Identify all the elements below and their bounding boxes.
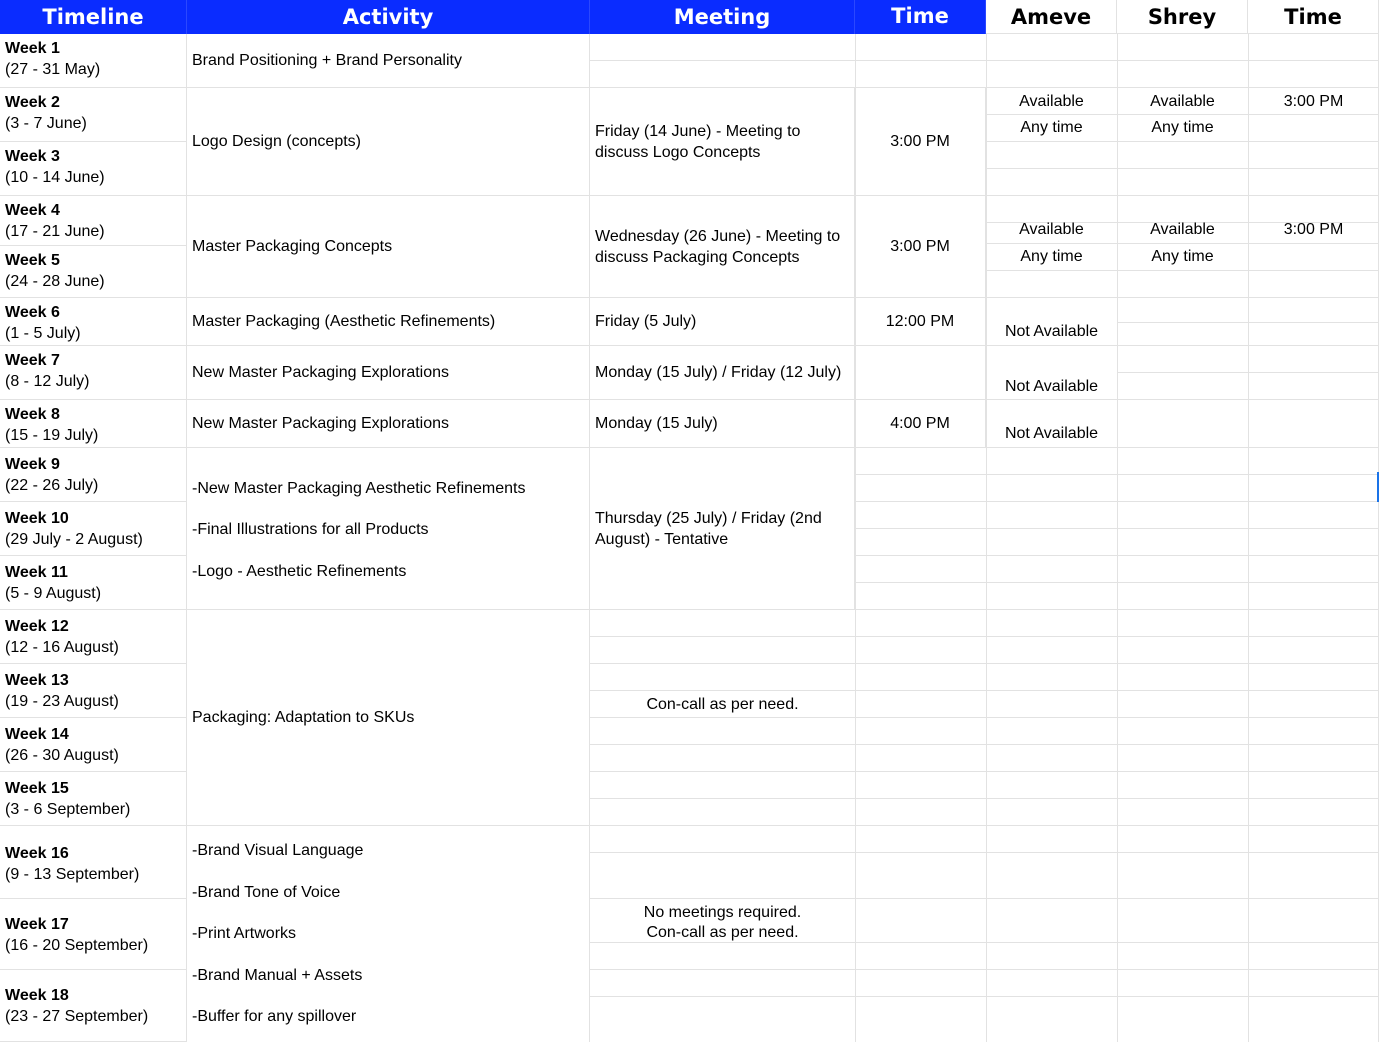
activity-text: New Master Packaging Explorations (192, 415, 450, 432)
grid-cell[interactable] (590, 772, 855, 799)
grid-cell[interactable] (855, 448, 986, 475)
grid-cell[interactable] (986, 637, 1117, 664)
grid-cell[interactable] (1117, 475, 1248, 502)
grid-cell[interactable] (986, 826, 1117, 853)
activity-text: Brand Positioning + Brand Personality (192, 52, 462, 69)
shrey-status: Any time (1151, 248, 1214, 265)
grid-cell[interactable] (1117, 691, 1248, 718)
time-cell[interactable] (855, 196, 986, 298)
activity-item: -Buffer for any spillover (192, 1008, 357, 1025)
activity-item: -Print Artworks (192, 925, 297, 942)
availability-time: 3:00 PM (1283, 221, 1344, 238)
grid-cell[interactable] (986, 34, 1117, 61)
grid-cell[interactable] (855, 826, 986, 853)
grid-cell[interactable] (1248, 556, 1379, 583)
activity-text: Packaging: Adaptation to SKUs (192, 709, 415, 726)
activity-cell[interactable] (187, 346, 590, 400)
week-cell[interactable] (0, 298, 187, 346)
meeting-text: Friday (14 June) - Meeting to discuss Logo Concepts (595, 122, 801, 161)
grid-cell[interactable] (855, 872, 986, 899)
grid-cell[interactable] (1248, 448, 1379, 475)
activity-cell[interactable] (187, 88, 590, 196)
meeting-cell[interactable] (590, 298, 855, 346)
meeting-cell[interactable] (590, 448, 855, 610)
grid-cell[interactable] (1117, 169, 1248, 196)
grid-cell[interactable] (855, 475, 986, 502)
grid-cell[interactable] (986, 583, 1117, 610)
ameve-status: Not Available (1004, 425, 1099, 442)
grid-cell[interactable] (986, 916, 1117, 943)
week-label: Week 10 (5, 510, 69, 527)
activity-item: -Brand Visual Language (192, 842, 364, 859)
grid-cell[interactable] (855, 691, 986, 718)
week-range: (15 - 19 July) (5, 427, 99, 444)
grid-cell[interactable] (1248, 583, 1379, 610)
activity-cell[interactable] (187, 610, 590, 826)
grid-cell[interactable] (855, 556, 986, 583)
week-cell[interactable] (0, 346, 187, 400)
week-range: (3 - 6 September) (5, 801, 131, 818)
grid-cell[interactable] (1117, 502, 1248, 529)
ameve-status: Any time (1020, 248, 1083, 265)
grid-cell[interactable] (1117, 583, 1248, 610)
grid-cell[interactable] (1248, 271, 1379, 298)
grid-cell[interactable] (1248, 916, 1379, 943)
week-label: Week 12 (5, 618, 69, 635)
week-label: Week 11 (5, 564, 68, 581)
grid-cell[interactable] (590, 61, 855, 88)
header-activity: Activity (187, 0, 590, 34)
week-range: (8 - 12 July) (5, 373, 90, 390)
week-label: Week 8 (5, 406, 60, 423)
activity-item: -New Master Packaging Aesthetic Refinements (192, 480, 526, 497)
grid-cell[interactable] (1117, 142, 1248, 169)
week-cell[interactable] (0, 142, 187, 196)
ameve-status: Not Available (1004, 323, 1099, 340)
grid-cell[interactable] (986, 664, 1117, 691)
grid-cell[interactable] (590, 943, 855, 970)
activity-cell[interactable] (187, 448, 590, 610)
time-cell[interactable] (855, 88, 986, 196)
grid-cell[interactable] (1248, 529, 1379, 556)
grid-cell[interactable] (1117, 872, 1248, 899)
activity-item: -Brand Tone of Voice (192, 884, 341, 901)
meeting-note: Con-call as per need. (646, 924, 799, 941)
grid-cell[interactable] (1248, 475, 1379, 502)
grid-cell[interactable] (986, 872, 1117, 899)
week-cell[interactable] (0, 772, 187, 826)
week-range: (17 - 21 June) (5, 223, 105, 240)
week-label: Week 4 (5, 202, 60, 219)
grid-column-divider (986, 34, 987, 1042)
activity-item: -Brand Manual + Assets (192, 967, 363, 984)
week-range: (26 - 30 August) (5, 747, 119, 764)
grid-cell[interactable] (986, 745, 1117, 772)
week-range: (16 - 20 September) (5, 937, 149, 954)
week-cell[interactable] (0, 246, 187, 298)
meeting-text: Wednesday (26 June) - Meeting to discuss Packaging Concepts (595, 227, 841, 266)
grid-cell[interactable] (1117, 826, 1248, 853)
grid-cell[interactable] (1248, 610, 1379, 637)
meeting-text: Friday (5 July) (595, 313, 697, 330)
meeting-cell[interactable] (590, 88, 855, 196)
grid-cell[interactable] (986, 61, 1117, 88)
week-range: (29 July - 2 August) (5, 531, 143, 548)
activity-item: -Logo - Aesthetic Refinements (192, 563, 407, 580)
grid-cell[interactable] (1248, 872, 1379, 899)
header-ameve: Ameve (986, 0, 1117, 34)
grid-column-divider (1117, 34, 1118, 1042)
meeting-text: Monday (15 July) (595, 415, 718, 432)
grid-cell[interactable] (855, 772, 986, 799)
grid-cell[interactable] (1117, 271, 1248, 298)
grid-cell[interactable] (590, 637, 855, 664)
meeting-text: Monday (15 July) / Friday (12 July) (595, 364, 842, 381)
ameve-status: Available (1019, 221, 1084, 238)
shrey-status: Available (1150, 221, 1215, 238)
grid-cell[interactable] (855, 34, 986, 61)
ameve-status: Available (1019, 93, 1084, 110)
grid-cell[interactable] (986, 610, 1117, 637)
grid-cell[interactable] (1117, 943, 1248, 970)
activity-cell[interactable] (187, 400, 590, 448)
grid-cell[interactable] (1117, 799, 1248, 826)
grid-cell[interactable] (855, 916, 986, 943)
activity-cell[interactable] (187, 34, 590, 88)
grid-cell[interactable] (1117, 916, 1248, 943)
week-label: Week 2 (5, 94, 60, 111)
grid-cell[interactable] (1117, 421, 1248, 448)
header-time-2: Time (1248, 0, 1379, 34)
time-text: 12:00 PM (885, 313, 955, 330)
grid-cell[interactable] (986, 529, 1117, 556)
grid-cell[interactable] (1117, 346, 1248, 373)
time-text: 3:00 PM (890, 133, 950, 150)
grid-column-divider (1378, 34, 1379, 1042)
week-cell[interactable] (0, 664, 187, 718)
grid-cell[interactable] (590, 826, 855, 853)
activity-text: Master Packaging (Aesthetic Refinements) (192, 313, 496, 330)
week-label: Week 7 (5, 352, 60, 369)
grid-cell[interactable] (1117, 319, 1248, 346)
header-timeline: Timeline (0, 0, 187, 34)
grid-cell[interactable] (1248, 799, 1379, 826)
grid-cell[interactable] (1248, 970, 1379, 997)
grid-cell[interactable] (986, 772, 1117, 799)
week-range: (27 - 31 May) (5, 61, 101, 78)
week-cell[interactable] (0, 34, 187, 88)
week-cell[interactable] (0, 826, 187, 899)
grid-cell[interactable] (1117, 772, 1248, 799)
meeting-note: Con-call as per need. (646, 696, 799, 713)
activity-text: New Master Packaging Explorations (192, 364, 450, 381)
grid-cell[interactable] (1248, 826, 1379, 853)
grid-cell[interactable] (1117, 610, 1248, 637)
grid-cell[interactable] (1117, 61, 1248, 88)
grid-cell[interactable] (1248, 745, 1379, 772)
grid-cell[interactable] (1117, 448, 1248, 475)
grid-cell[interactable] (1248, 319, 1379, 346)
week-label: Week 14 (5, 726, 69, 743)
activity-text: Master Packaging Concepts (192, 238, 393, 255)
meeting-cell[interactable] (590, 196, 855, 298)
grid-cell[interactable] (1117, 745, 1248, 772)
week-label: Week 15 (5, 780, 69, 797)
header-meeting: Meeting (590, 0, 855, 34)
grid-cell[interactable] (1248, 943, 1379, 970)
week-label: Week 5 (5, 252, 60, 269)
week-cell[interactable] (0, 899, 187, 970)
grid-cell[interactable] (1248, 373, 1379, 400)
week-label: Week 13 (5, 672, 69, 689)
week-label: Week 3 (5, 148, 60, 165)
grid-cell[interactable] (855, 61, 986, 88)
week-label: Week 9 (5, 456, 60, 473)
grid-cell[interactable] (855, 583, 986, 610)
grid-column-divider (1248, 34, 1249, 1042)
grid-cell[interactable] (590, 610, 855, 637)
week-label: Week 6 (5, 304, 60, 321)
grid-cell[interactable] (986, 448, 1117, 475)
week-range: (1 - 5 July) (5, 325, 81, 342)
grid-cell[interactable] (1117, 664, 1248, 691)
grid-cell[interactable] (1248, 169, 1379, 196)
header-shrey: Shrey (1117, 0, 1248, 34)
time-text: 4:00 PM (890, 415, 950, 432)
week-range: (5 - 9 August) (5, 585, 102, 602)
grid-cell[interactable] (986, 943, 1117, 970)
grid-cell[interactable] (1248, 718, 1379, 745)
grid-cell[interactable] (1248, 142, 1379, 169)
grid-cell[interactable] (590, 34, 855, 61)
week-cell[interactable] (0, 556, 187, 610)
grid-cell[interactable] (1248, 637, 1379, 664)
grid-cell[interactable] (1248, 421, 1379, 448)
grid-cell[interactable] (590, 664, 855, 691)
grid-cell[interactable] (1248, 346, 1379, 373)
header-time: Time (855, 0, 986, 34)
grid-cell[interactable] (1248, 34, 1379, 61)
ameve-status: Any time (1020, 119, 1083, 136)
activity-cell[interactable] (187, 196, 590, 298)
grid-cell[interactable] (986, 970, 1117, 997)
grid-cell[interactable] (986, 691, 1117, 718)
availability-time: 3:00 PM (1283, 93, 1344, 110)
time-text: 3:00 PM (890, 238, 950, 255)
week-range: (9 - 13 September) (5, 866, 140, 883)
grid-cell[interactable] (1248, 772, 1379, 799)
grid-cell[interactable] (986, 718, 1117, 745)
shrey-status: Available (1150, 93, 1215, 110)
week-cell[interactable] (0, 196, 187, 246)
grid-cell[interactable] (855, 529, 986, 556)
week-cell[interactable] (0, 610, 187, 664)
week-range: (19 - 23 August) (5, 693, 119, 710)
grid-cell[interactable] (855, 610, 986, 637)
grid-cell[interactable] (986, 556, 1117, 583)
grid-cell[interactable] (855, 745, 986, 772)
grid-cell[interactable] (986, 799, 1117, 826)
grid-cell[interactable] (855, 718, 986, 745)
shrey-status: Any time (1151, 119, 1214, 136)
grid-column-divider (855, 34, 856, 1042)
week-cell[interactable] (0, 88, 187, 142)
meeting-cell[interactable] (590, 346, 855, 400)
week-label: Week 16 (5, 845, 69, 862)
grid-cell[interactable] (986, 142, 1117, 169)
grid-cell[interactable] (1117, 970, 1248, 997)
grid-cell[interactable] (855, 799, 986, 826)
week-range: (3 - 7 June) (5, 115, 87, 132)
grid-cell[interactable] (855, 502, 986, 529)
grid-cell[interactable] (986, 169, 1117, 196)
week-range: (10 - 14 June) (5, 169, 105, 186)
week-range: (22 - 26 July) (5, 477, 99, 494)
grid-cell[interactable] (1117, 529, 1248, 556)
time-cell[interactable] (855, 298, 986, 346)
grid-cell[interactable] (855, 637, 986, 664)
grid-cell[interactable] (590, 718, 855, 745)
grid-cell[interactable] (1248, 664, 1379, 691)
grid-cell[interactable] (1248, 115, 1379, 142)
week-label: Week 1 (5, 40, 60, 57)
week-label: Week 18 (5, 987, 69, 1004)
grid-cell[interactable] (1248, 244, 1379, 271)
grid-cell[interactable] (855, 970, 986, 997)
activity-cell[interactable] (187, 298, 590, 346)
ameve-status: Not Available (1004, 378, 1099, 395)
grid-cell[interactable] (986, 502, 1117, 529)
week-range: (24 - 28 June) (5, 273, 105, 290)
grid-cell[interactable] (1248, 691, 1379, 718)
grid-cell[interactable] (1117, 718, 1248, 745)
grid-cell[interactable] (855, 943, 986, 970)
week-label: Week 17 (5, 916, 69, 933)
cell-selection-indicator (1377, 472, 1379, 502)
grid-cell[interactable] (1117, 34, 1248, 61)
grid-cell[interactable] (1248, 61, 1379, 88)
grid-cell[interactable] (590, 745, 855, 772)
time-cell[interactable] (855, 346, 986, 400)
grid-cell[interactable] (855, 664, 986, 691)
week-cell[interactable] (0, 448, 187, 502)
week-cell[interactable] (0, 718, 187, 772)
grid-cell[interactable] (1248, 502, 1379, 529)
week-cell[interactable] (0, 502, 187, 556)
meeting-cell[interactable] (590, 400, 855, 448)
week-cell[interactable] (0, 400, 187, 448)
activity-cell[interactable] (187, 826, 590, 1042)
activity-item: -Final Illustrations for all Products (192, 521, 429, 538)
time-cell[interactable] (855, 400, 986, 448)
grid-cell[interactable] (1117, 373, 1248, 400)
grid-cell[interactable] (590, 853, 855, 899)
grid-cell[interactable] (590, 799, 855, 826)
meeting-note: No meetings required. (643, 904, 802, 921)
week-range: (12 - 16 August) (5, 639, 119, 656)
week-range: (23 - 27 September) (5, 1008, 149, 1025)
grid-cell[interactable] (590, 970, 855, 997)
meeting-text: Thursday (25 July) / Friday (2nd August) - Tentative (595, 509, 822, 548)
grid-cell[interactable] (1117, 556, 1248, 583)
grid-cell[interactable] (986, 271, 1117, 298)
grid-cell[interactable] (1117, 637, 1248, 664)
activity-text: Logo Design (concepts) (192, 133, 361, 150)
week-cell[interactable] (0, 970, 187, 1042)
grid-cell[interactable] (986, 475, 1117, 502)
